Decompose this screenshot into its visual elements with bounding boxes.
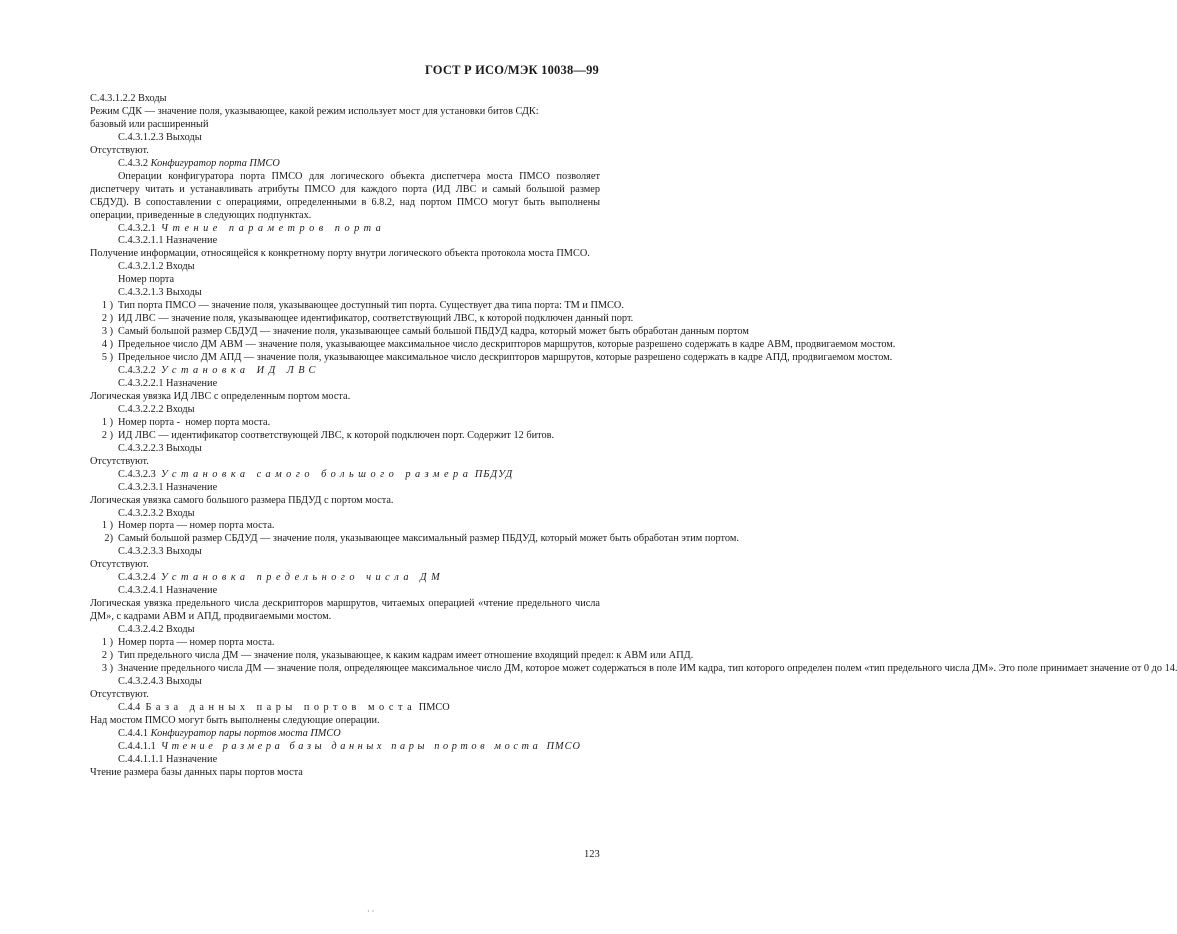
section-number: С.4.3.2 (118, 157, 149, 169)
section-heading (90, 158, 600, 171)
paragraph: Логическая увязка самого большого размера ПБДУД с портом моста. (90, 494, 394, 506)
section-heading: С.4.3.2.4.1 Назначение (118, 585, 218, 597)
section-heading (90, 223, 600, 236)
list-item: 1 ) Номер порта - номер порта моста. (101, 416, 271, 428)
section-title-end: ПБДУД (474, 468, 514, 480)
section-number: С.4.4.1 (118, 727, 149, 739)
paragraph: Логическая увязка предельного числа дескрипторов маршрутов, читаемых операцией «чтение предельного числа ДМ», с кадрами АВМ и АПД, продвигаемыми мостом. (90, 598, 600, 623)
section-heading: С.4.3.2.3.1 Назначение (118, 481, 218, 493)
section-number: С.4.3.2.2 (118, 365, 156, 377)
section-heading (90, 365, 600, 378)
section-title: Установка предельного числа ДМ (160, 572, 445, 584)
section-heading: С.4.3.2.2.1 Назначение (118, 377, 218, 389)
section-number: С.4.4 (118, 701, 141, 713)
section-heading: С.4.3.2.1.2 Входы (118, 261, 195, 273)
section-heading (90, 572, 600, 585)
paragraph: Над мостом ПМСО могут быть выполнены следующие операции. (90, 714, 380, 726)
section-heading: С.4.3.2.1.1 Назначение (118, 235, 218, 247)
list-item: 2 ) ИД ЛВС — идентификатор соответствующей ЛВС, к которой подключен порт. Содержит 12 битов. (101, 429, 555, 441)
list-item: 2 ) Тип предельного числа ДМ — значение поля, указывающее, к каким кадрам имеет отношение входящий предел: к АВМ или АПД. (101, 649, 694, 661)
section-title: Установка ИД ЛВС (160, 365, 320, 377)
document-header: ГОСТ Р ИСО/МЭК 10038—99 (424, 63, 599, 77)
section-heading (90, 741, 600, 754)
list-item: 3 ) Значение предельного числа ДМ — значение поля, определяющее максимальное число ДМ, которое может содержаться в поле ИМ кадра, тип которого определен полем «тип предельного числа ДМ». Это поле принимает значение от 0 до 14. (101, 662, 1177, 674)
list-item: 5 ) Предельное число ДМ АПД — значение поля, указывающее максимальное число дескрипторов маршрутов, которые разрешено содержать в кадре АПД, продвигаемом мостом. (101, 352, 893, 364)
section-heading: С.4.3.2.2.3 Выходы (118, 442, 202, 454)
footer-mark: · · (367, 907, 375, 916)
section-heading (90, 728, 600, 741)
list-item: 1 ) Номер порта — номер порта моста. (101, 637, 275, 649)
paragraph: Отсутствуют. (90, 455, 149, 467)
paragraph: Логическая увязка ИД ЛВС с определенным портом моста. (90, 390, 351, 402)
section-number: С.4.3.2.3 (118, 468, 156, 480)
section-heading: С.4.3.2.4.3 Выходы (118, 675, 202, 687)
list-item: 1 ) Тип порта ПМСО — значение поля, указывающее доступный тип порта. Существует два типа порта: ТМ и ПМСО. (101, 300, 624, 312)
section-title: Чтение размера базы данных пары портов моста (160, 740, 542, 752)
section-title: Чтение параметров порта (160, 222, 386, 234)
section-title: База данных пары портов моста (145, 701, 417, 713)
section-heading: С.4.3.2.1.3 Выходы (118, 287, 202, 299)
document-body (90, 93, 1177, 780)
page-number: 123 (584, 849, 600, 860)
section-title: Установка самого большого размера (160, 468, 473, 480)
section-number: С.4.3.2.1 (118, 222, 156, 234)
section-heading: С.4.3.2.3.2 Входы (118, 507, 195, 519)
paragraph: Отсутствуют. (90, 688, 149, 700)
paragraph: Получение информации, относящейся к конкретному порту внутри логического объекта протокола моста ПМСО. (90, 248, 590, 260)
list-item: 2 ) ИД ЛВС — значение поля, указывающее идентификатор, соответствующий ЛВС, к которой подключен данный порт. (101, 313, 634, 325)
paragraph: Отсутствуют. (90, 144, 149, 156)
section-heading: С.4.3.1.2.3 Выходы (118, 131, 202, 143)
paragraph: Отсутствуют. (90, 559, 149, 571)
paragraph: Операции конфигуратора порта ПМСО для логического объекта диспетчера моста ПМСО позволяет диспетчеру читать и устанавливать атрибуты ПМСО для каждого порта (ИД ЛВС и самый большой размер СБДУД). В сопоставлении с операциями, определенными в 6.8.2, над портом ПМСО могут быть выполнены операции, приведенные в следующих подпунктах. (90, 170, 600, 221)
section-heading (90, 702, 600, 715)
section-heading: С.4.3.2.3.3 Выходы (118, 546, 202, 558)
section-heading: С.4.4.1.1.1 Назначение (118, 753, 218, 765)
paragraph: Чтение размера базы данных пары портов моста (90, 766, 303, 778)
section-number: С.4.4.1.1 (118, 740, 156, 752)
section-title-end: ПМСО (418, 701, 450, 713)
list-item: 1 ) Номер порта — номер порта моста. (101, 520, 275, 532)
section-title-end: ПМСО (546, 740, 581, 752)
section-heading (90, 469, 600, 482)
list-item: 3 ) Самый большой размер СБДУД — значение поля, указывающее самый большой ПБДУД кадра, который может быть обработан данным портом (101, 326, 749, 338)
paragraph: Режим СДК — значение поля, указывающее, какой режим использует мост для установки битов СДК: (90, 105, 539, 117)
section-heading: С.4.3.2.2.2 Входы (118, 403, 195, 415)
list-item: 2) Самый большой размер СБДУД — значение поля, указывающее максимальный размер ПБДУД, который может быть обработан этим портом. (104, 533, 739, 545)
section-title: Конфигуратор порта ПМСО (150, 157, 280, 169)
paragraph: Номер порта (118, 274, 175, 286)
section-heading: С.4.3.2.4.2 Входы (118, 624, 195, 636)
list-item: 4 ) Предельное число ДМ АВМ — значение поля, указывающее максимальное число дескрипторов маршрутов, которые разрешено содержать в кадре АВМ, продвигаемом мостом. (101, 339, 896, 351)
paragraph: С.4.3.1.2.2 Входы (90, 93, 167, 104)
section-number: С.4.3.2.4 (118, 572, 156, 584)
paragraph: базовый или расширенный (90, 118, 209, 130)
section-title: Конфигуратор пары портов моста ПМСО (150, 727, 341, 739)
